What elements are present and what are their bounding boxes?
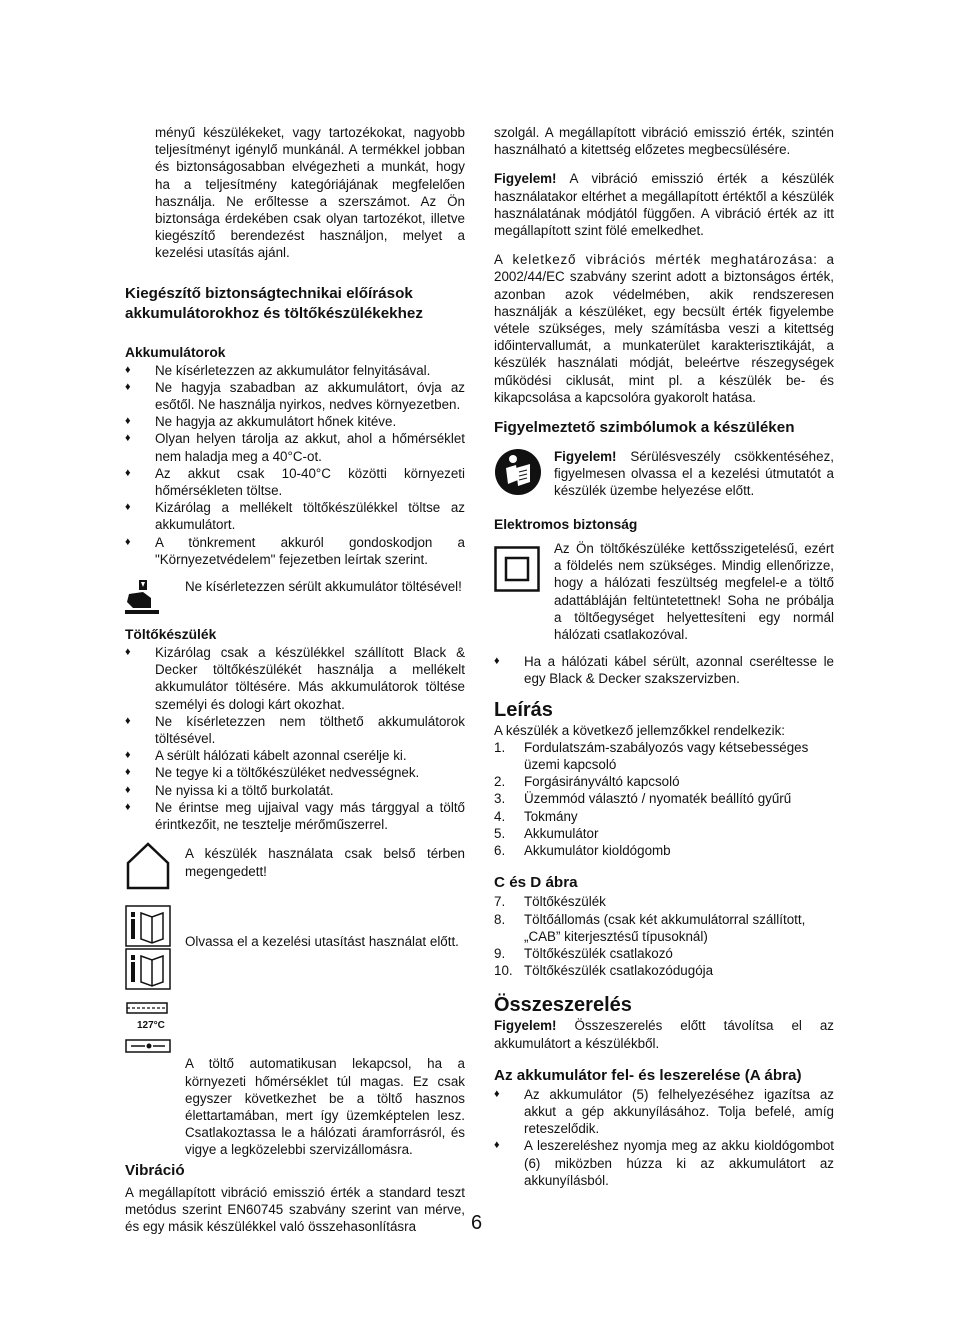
list-item: ♦ Kizárólag a mellékelt töltőkészülékkel töltse az akkumulátort. (125, 499, 465, 533)
thermal-fuse-icon (125, 1001, 175, 1057)
description-list (494, 739, 834, 859)
item-text: Tokmány (524, 808, 578, 824)
warning-label: Figyelem! (494, 171, 557, 187)
list-item: ♦ Ne hagyja szabadban az akkumulátort, óvja az esőtől. Ne használja nyirkos, nedves környezetben. (125, 379, 465, 413)
list-item: ♦ Ne érintse meg ujjaival vagy más tárggyal a töltő érintkezőit, ne tesztelje mérőműszerrel. (125, 799, 465, 833)
item-number: 10. (494, 963, 513, 979)
list-item (494, 893, 834, 910)
list-item: ♦ Ne nyissa ki a töltő burkolatát. (125, 782, 465, 799)
manual-row (125, 905, 465, 995)
manual-note: Olvassa el a kezelési utasítást használat előtt. (185, 934, 459, 950)
item-text: Töltőkészülék csatlakozó (524, 945, 673, 961)
list-item: ♦ Olyan helyen tárolja az akkut, ahol a hőmérséklet nem haladja meg a 40°C-ot. (125, 430, 465, 464)
fuse-row (125, 1001, 465, 1158)
vibration-definition (494, 251, 834, 406)
list-item: ♦ A tönkrement akkuról gondoskodjon a "Környezetvédelem" fejezetben leírtak szerint. (125, 534, 465, 568)
list-item (494, 790, 834, 807)
intro-paragraph: ményű készülékeket, vagy tartozékokat, nagyobb teljesítményt igénylő munkánál. A termékkel jobban és biztonságosabban elvégezheti a munkát, hogy ha a teljesítmény kategóriájának megfelelően használja. Ne erőltesse a szerszámot. Az Ön biztonsága érdekében csak olyan tartozékot, illetve kiegészítő berendezést használjon, melyet a kezelési utasítás ajánl. (155, 125, 465, 261)
battery-fit-heading: Az akkumulátor fel- és leszerelése (A ábra) (494, 1066, 802, 1084)
charger-list (125, 644, 465, 833)
item-number: 8. (494, 911, 506, 927)
house-icon (125, 841, 171, 895)
safety-heading: Kiegészítő biztonságtechnikai előírások akkumulátorokhoz és töltőkészülékekhez (125, 284, 423, 322)
vibration-text: A megállapított vibráció emisszió érték a standard teszt metódus szerint EN60745 szabvány szerint van mérve, és egy másik készülékkel való összehasonlításra (125, 1184, 465, 1234)
vibration-warning (494, 170, 834, 239)
vibration-cont-text: szolgál. A megállapított vibráció emisszió érték, szintén használható a kitettség előzetes megbecsülésére. (494, 125, 834, 158)
item-text: Töltőkészülék (524, 894, 606, 910)
assembly-warning-text: Összeszerelés előtt távolítsa el az akkumulátort a készülékből. (494, 1018, 834, 1051)
symbols-warning-text: Sérülésveszély csökkentéséhez, figyelmesen olvassa el a kezelési útmutatót a készülék üzembe helyezése előtt. (554, 449, 834, 499)
symbols-warning (494, 448, 834, 500)
item-text: Akkumulátor kioldógomb (524, 843, 671, 859)
page-number: 6 (471, 1212, 483, 1234)
list-item: ♦ Ne tegye ki a töltőkészüléket nedvességnek. (125, 764, 465, 781)
figures-cd-heading: C és D ábra (494, 874, 578, 892)
battery-list (125, 362, 465, 568)
item-number: 4. (494, 808, 506, 824)
item-number: 3. (494, 791, 506, 807)
list-item: ♦ Az akkumulátor (5) felhelyezéséhez igazítsa az akkut a gép akkunyílásához. Tolja befelé, amíg reteszelődik. (494, 1086, 834, 1138)
description-intro: A készülék a következő jellemzőkkel rendelkezik: (494, 722, 786, 738)
item-number: 9. (494, 945, 506, 961)
item-number: 1. (494, 739, 506, 755)
vibration-definition-lead: A keletkező vibrációs mérték meghatározása: (494, 252, 818, 268)
double-insulation-row (494, 540, 834, 643)
assembly-warning-label: Figyelem! (494, 1018, 557, 1034)
assembly-heading: Összeszerelés (494, 994, 632, 1017)
list-item (494, 911, 834, 945)
double-insulation-icon (494, 546, 540, 596)
item-number: 7. (494, 894, 506, 910)
description-heading: Leírás (494, 698, 553, 721)
list-item: ♦ Kizárólag csak a készülékkel szállított Black & Decker töltőkészülékét használja a mellékelt akkumulátor töltésére. Más akkumulátorok töltése személyi és dologi kárt okozhat. (125, 644, 465, 713)
item-number: 6. (494, 843, 506, 859)
damaged-battery-note: Ne kísérletezzen sérült akkumulátor töltésével! (185, 579, 462, 595)
item-text: Töltőállomás (csak két akkumulátorral szállított, „CAB” kiterjesztésű típusoknál) (524, 911, 806, 944)
item-text: Fordulatszám-szabályozós vagy kétsebességes üzemi kapcsoló (524, 739, 809, 773)
list-item (494, 739, 834, 773)
left-column (125, 124, 465, 1235)
list-item: ♦ Ne kísérletezzen nem tölthető akkumulátorok töltésével. (125, 713, 465, 747)
fuse-note: A töltő automatikusan lekapcsol, ha a környezeti hőmérséklet túl magas. Ez csak egyszer következhet be a töltő hasznos élettartamában, mert így üzemképtelen lesz. Csatlakoztassa le a hálózati áramforrásról, és vigye a legközelebbi szervizállomásra. (185, 1056, 465, 1158)
charger-heading: Töltőkészülék (125, 627, 217, 643)
read-manual-icon (125, 905, 171, 995)
item-text: Akkumulátor (524, 825, 599, 841)
item-text: Töltőkészülék csatlakozódugója (524, 963, 714, 979)
battery-heading: Akkumulátorok (125, 344, 226, 360)
damaged-battery-icon (125, 578, 159, 620)
symbols-warning-label: Figyelem! (554, 449, 617, 465)
electrical-safety-text: Az Ön töltőkészüléke kettősszigetelésű, ezért a földelés nem szükséges. Mindig ellenőrizze, hogy a hálózati feszültség megfelel-e a töltő adattábláján feltüntetettnek! Soha ne próbálja a töltőegységet helyettesíteni egy normál hálózati csatlakozóval. (554, 541, 834, 643)
electrical-bullet: ♦ Ha a hálózati kábel sérült, azonnal cseréltesse le egy Black & Decker szakszervizben. (494, 653, 834, 687)
electrical-safety-heading: Elektromos biztonság (494, 517, 638, 533)
symbols-heading: Figyelmeztető szimbólumok a készüléken (494, 419, 795, 437)
list-item: ♦ A leszereléshez nyomja meg az akku kioldógombot (6) miközben húzza ki az akkumulátort az akkunyílásból. (494, 1137, 834, 1189)
item-number: 5. (494, 825, 506, 841)
list-item: ♦ A sérült hálózati kábelt azonnal cserélje ki. (125, 747, 465, 764)
list-item: ♦ Ne hagyja az akkumulátort hőnek kitéve. (125, 413, 465, 430)
assembly-warning (494, 1017, 834, 1051)
list-item (494, 825, 834, 842)
list-item (494, 808, 834, 825)
right-column (494, 124, 834, 1189)
list-item: ♦ Az akkut csak 10-40°C közötti környezeti hőmérsékleten töltse. (125, 465, 465, 499)
symbols-warning-row (494, 448, 834, 504)
indoor-row (125, 841, 465, 899)
list-item (494, 773, 834, 790)
list-item: ♦ Ne kísérletezzen az akkumulátor felnyitásával. (125, 362, 465, 379)
damaged-battery-row (125, 578, 465, 618)
read-manual-warning-icon (494, 448, 542, 500)
fuse-temp-label: 127°C (137, 1019, 165, 1031)
item-text: Üzemmód választó / nyomaték beállító gyűrű (524, 791, 792, 807)
vibration-heading: Vibráció (125, 1161, 185, 1179)
list-item (494, 962, 834, 979)
list-item (494, 945, 834, 962)
warning-text: A vibráció emisszió érték a készülék használatakor eltérhet a megállapított értéktől a készülék használatának módjától függően. A vibráció érték az itt megállapított szint fölé emelkedhet. (494, 171, 834, 239)
figures-cd-list (494, 893, 834, 979)
item-text: Forgásirányváltó kapcsoló (524, 774, 680, 790)
vibration-definition-text: a 2002/44/EC szabvány szerint adott a biztonságos érték, azonban azok védelmében, akik rendszeresen használják a készüléket, egy becsült érték figyelembe vétele szükséges, mely számításba veszi a kitettség időintervallumát, a munkaterület karakterisztikáját, a készülék használati módját, beleértve részegységek működési ciklusát, mint pl. a készülék be- és kikapcsolása a kapcsolóra gyakorolt hatása. (494, 252, 834, 405)
indoor-note: A készülék használata csak belső térben megengedett! (185, 846, 465, 879)
battery-fit-list (494, 1086, 834, 1189)
item-number: 2. (494, 774, 506, 790)
list-item (494, 842, 834, 859)
